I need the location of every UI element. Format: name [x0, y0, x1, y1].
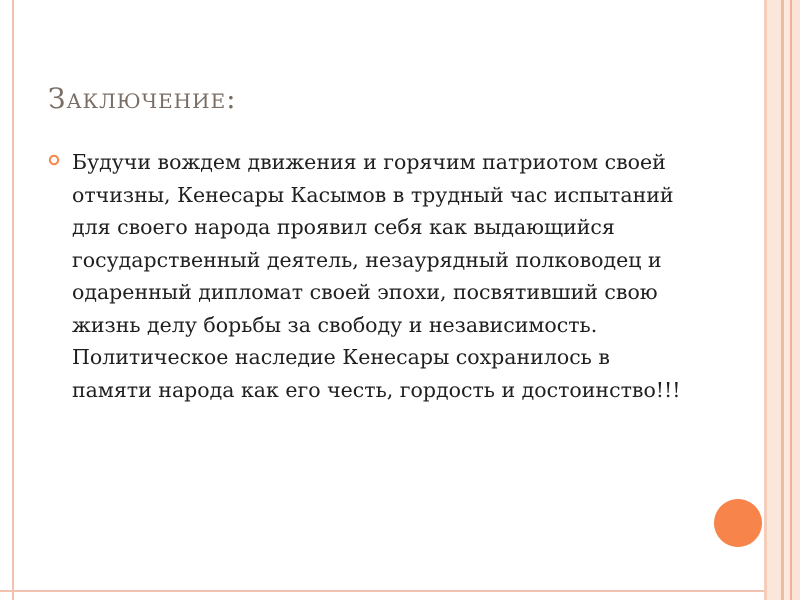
body-paragraph: Политическое наследие Кенесары сохранилось в памяти народа как его честь, гордость и достоинство!!!	[72, 345, 681, 402]
bottom-border-line	[0, 590, 765, 592]
bullet-ring-icon	[48, 153, 62, 167]
right-stripe	[767, 0, 781, 600]
slide-title: Заключение:	[48, 82, 237, 115]
bullet-list	[48, 146, 688, 406]
body-paragraph: Будучи вождем движения и горячим патриотом своей отчизны, Кенесары Касымов в трудный час испытаний для своего народа проявил себя как выдающийся государственный деятель, незаурядный полководец и одаренный дипломат своей эпохи, посвятивший свою жизнь делу борьбы за свободу и независимость.	[72, 150, 674, 337]
right-stripe	[792, 0, 800, 600]
orange-circle-decoration	[714, 499, 762, 547]
bullet-item	[48, 146, 688, 406]
left-border-line	[12, 0, 14, 600]
